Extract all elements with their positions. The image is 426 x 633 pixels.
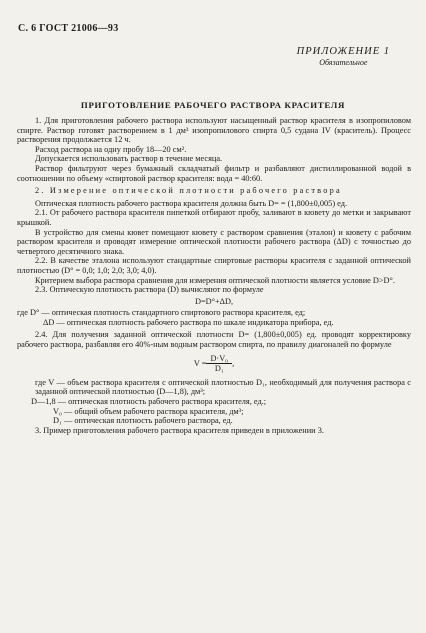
appendix-status: Обязательное xyxy=(319,58,368,67)
where-line-1: где xyxy=(17,308,28,318)
page-header: С. 6 ГОСТ 21006—93 xyxy=(18,23,119,34)
formula-lhs: V = xyxy=(193,358,207,368)
formula-numerator: D·V₀ xyxy=(206,354,232,365)
paragraph-filter: Раствор фильтруют через бумажный складчатый фильтр и разбавляют дистиллированной водой в соотношении по объему «спиртовой раствор красителя: вода = 40:60. xyxy=(17,163,411,183)
where-d1-def: D₁ — оптическая плотность рабочего раствора, ед. xyxy=(53,416,233,426)
appendix-label: ПРИЛОЖЕНИЕ 1 xyxy=(296,46,390,57)
appendix-block xyxy=(297,46,390,68)
formula-tail: , xyxy=(232,358,235,368)
where-dd-def: ΔD — оптическая плотность рабочего раствора по шкале индикатора прибора, ед. xyxy=(43,317,334,327)
paragraph-2-3: 2.3. Оптическую плотность раствора (D) вычисляют по формуле xyxy=(35,285,264,295)
paragraph-device: В устройство для смены кювет помещают кювету с раствором сравнения (эталон) и кювету с рабочим раствором красителя и проводят измерение оптической плотности рабочего раствора (ΔD) с точностью до четвертого десятичного знака. xyxy=(17,227,411,256)
paragraph-2-4: 2.4. Для получения заданной оптической плотности D= (1,800±0,005) ед. проводят корректировку рабочего раствора, разбавляя его 40%-ным водным раствором спирта, по правилу диагоналей по формуле xyxy=(17,330,411,350)
formula-volume xyxy=(17,354,411,374)
paragraph-density-req: Оптическая плотность рабочего раствора красителя должна быть D= = (1,800±0,005) ед. xyxy=(35,198,348,208)
paragraph-consumption: Расход раствора на одну пробу 18—20 см². xyxy=(35,144,187,154)
paragraph-3: 3. Пример приготовления рабочего раствора красителя приведен в приложении 3. xyxy=(35,425,324,435)
paragraph-criterion: Критерием выбора раствора сравнения для измерения оптической плотности является условие D>D°. xyxy=(35,275,395,285)
section-title: ПРИГОТОВЛЕНИЕ РАБОЧЕГО РАСТВОРА КРАСИТЕЛЯ xyxy=(80,100,346,110)
where-d0-def: D° — оптическая плотность стандартного спиртового раствора красителя, ед; xyxy=(29,308,306,318)
section-2-heading: 2. Измерение оптической плотности рабочего раствора xyxy=(35,186,342,196)
paragraph-2-2: 2.2. В качестве эталона используют стандартные спиртовые растворы красителя с заданной оптической плотностью (D° = 0,0; 1,0; 2,0; 3,0; 4,0). xyxy=(17,256,411,275)
formula-denominator: D₁ xyxy=(214,364,224,374)
paragraph-shelf-life: Допускается использовать раствор в течение месяца. xyxy=(35,154,223,164)
where-v-def: где V — объем раствора красителя с оптической плотностью D₁, необходимый для получения раствора с заданной оптической плотностью (D—1,8), дм³; xyxy=(35,377,411,397)
formula-fraction xyxy=(206,353,235,374)
where-d18-def: D—1,8 — оптическая плотность рабочего раствора красителя, ед.; xyxy=(31,397,267,407)
document-body xyxy=(17,116,411,435)
paragraph-2-1: 2.1. От рабочего раствора красителя пипеткой отбирают пробу, заливают в кювету до метки и закрывают крышкой. xyxy=(17,208,411,227)
where-v0-def: V₀ — общий объем рабочего раствора красителя, дм³; xyxy=(53,406,244,416)
paragraph-1: 1. Для приготовления рабочего раствора используют насыщенный раствор красителя в изопропиловом спирте. Раствор готовят растворением в 1 дм³ изопропилового спирта 0,5 судана IV (краситель). Процесс растворения продолжается 12 ч. xyxy=(17,116,411,145)
where-block-1 xyxy=(17,308,411,318)
formula-density: D=D°+ΔD, xyxy=(194,296,234,306)
